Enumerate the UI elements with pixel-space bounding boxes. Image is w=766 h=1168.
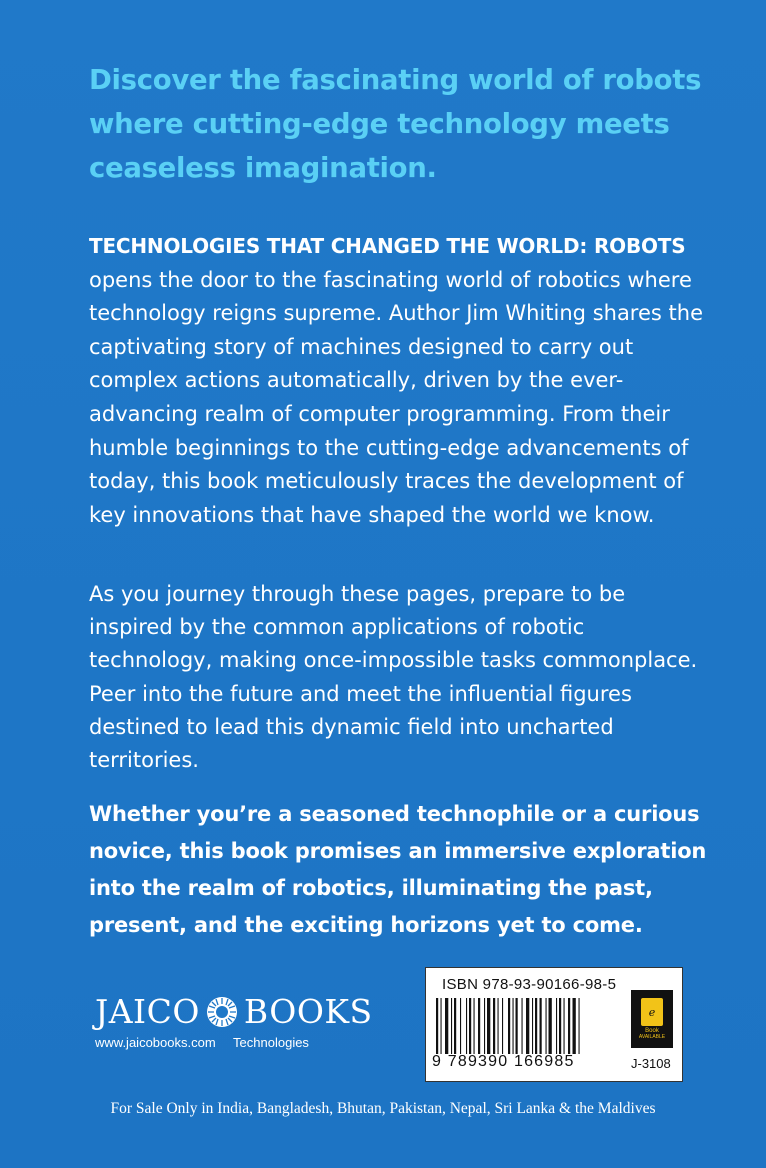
catalog-code: J-3108 — [631, 1056, 671, 1071]
ebook-icon: e — [641, 998, 663, 1026]
publisher-category: Technologies — [233, 1035, 309, 1050]
ebook-label: Book — [645, 1028, 659, 1034]
ebook-available: AVAILABLE — [638, 1034, 666, 1040]
isbn-label: ISBN 978-93-90166-98-5 — [442, 976, 617, 993]
publisher-links — [95, 1035, 323, 1050]
barcode-digits: 9 789390 166985 — [432, 1053, 575, 1070]
barcode-bars — [436, 998, 624, 1054]
book-title: TECHNOLOGIES THAT CHANGED THE WORLD: ROBOTS — [89, 234, 686, 258]
description-paragraph-1-text: opens the door to the fascinating world of robotics where technology reigns supreme. Author Jim Whiting shares the captivating story of machines designed to carry out complex actions automatically, driven by the ever-advancing realm of computer programming. From their humble beginnings to the cutting-edge advancements of today, this book meticulously traces the development of key innovations that have shaped the world we know. — [89, 267, 703, 527]
tagline: Discover the fascinating world of robots where cutting-edge technology meets ceaseless imagination. — [89, 64, 702, 184]
ebook-badge — [631, 990, 673, 1048]
description-paragraph-3: Whether you’re a seasoned technophile or a curious novice, this book promises an immersive exploration into the realm of robotics, illuminating the past, present, and the exciting horizons yet to come. — [89, 802, 707, 937]
sun-emblem-icon — [206, 996, 238, 1028]
description-paragraph-2: As you journey through these pages, prepare to be inspired by the common applications of robotic technology, making once-impossible tasks commonplace. Peer into the future and meet the influential figures destined to lead this dynamic field into uncharted territories. — [89, 582, 698, 773]
description-paragraph-1 — [89, 230, 709, 532]
publisher-website: www.jaicobooks.com — [95, 1035, 216, 1050]
publisher-name-left: JAICO — [95, 992, 200, 1031]
publisher-logo — [95, 992, 373, 1031]
sale-territory-note: For Sale Only in India, Bangladesh, Bhutan, Pakistan, Nepal, Sri Lanka & the Maldives — [110, 1100, 656, 1117]
barcode-panel — [425, 967, 683, 1082]
publisher-name-right: BOOKS — [243, 992, 373, 1031]
